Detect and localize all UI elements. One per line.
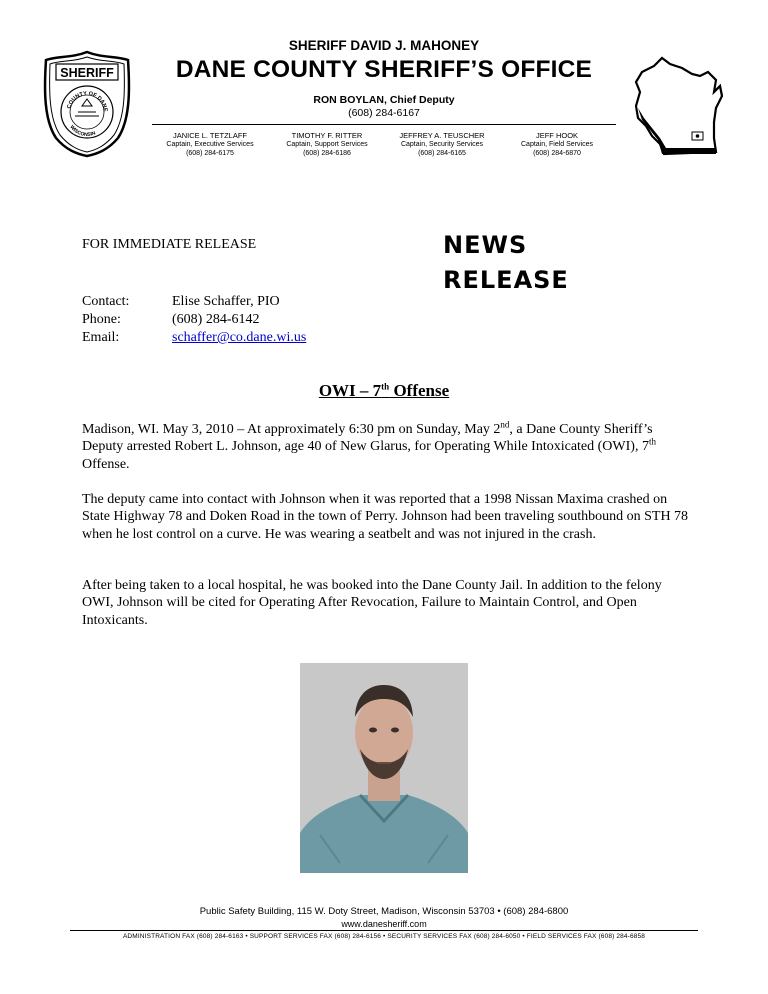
title-text: OWI – 7 bbox=[318, 381, 382, 400]
captain-block bbox=[497, 131, 617, 158]
wisconsin-map-icon bbox=[630, 50, 735, 168]
footer-fax-numbers: ADMINISTRATION FAX (608) 284-6163 • SUPPORT SERVICES FAX (608) 284-6156 • SECURITY SERVICES FAX (608) 284-6050 • FIELD SERVICES FAX (608) 284-6858 bbox=[122, 933, 646, 940]
captain-block bbox=[267, 131, 387, 158]
captain-title: Captain, Field Services bbox=[521, 141, 593, 148]
captain-block bbox=[382, 131, 502, 158]
paragraph-text: Madison, WI. May 3, 2010 – At approximately 6:30 pm on Sunday, May 2 bbox=[82, 422, 501, 437]
captain-name: JEFF HOOK bbox=[535, 131, 579, 140]
svg-text:WISCONSIN: WISCONSIN bbox=[68, 124, 97, 139]
phone-value: (608) 284-6142 bbox=[172, 312, 260, 327]
news-heading-line2: RELEASE bbox=[443, 266, 569, 294]
captain-title: Captain, Support Services bbox=[286, 141, 368, 148]
title-superscript: th bbox=[381, 381, 390, 392]
captain-phone: (608) 284-6165 bbox=[418, 150, 466, 157]
footer-website: www.danesheriff.com bbox=[341, 919, 427, 929]
footer-address: Public Safety Building, 115 W. Doty Street, Madison, Wisconsin 53703 • (608) 284-6800 bbox=[199, 906, 569, 917]
title-text-end: Offense bbox=[389, 381, 450, 400]
superscript: nd bbox=[500, 419, 510, 430]
email-label: Email: bbox=[82, 330, 120, 345]
news-heading-line1: NEWS bbox=[443, 231, 528, 259]
paragraph-text: Offense. bbox=[82, 456, 130, 472]
captain-name: JANICE L. TETZLAFF bbox=[172, 131, 248, 140]
captain-phone: (608) 284-6186 bbox=[303, 150, 351, 157]
svg-text:COUNTY OF DANE: COUNTY OF DANE bbox=[66, 90, 109, 112]
news-release-heading bbox=[443, 228, 569, 298]
article-paragraph-3: After being taken to a local hospital, he was booked into the Dane County Jail. In addition to the felony OWI, Johnson will be cited for Operating After Revocation, Failure to Maintain Control, and Open Intoxicants. bbox=[82, 578, 662, 628]
sheriff-name: SHERIFF DAVID J. MAHONEY bbox=[288, 38, 480, 53]
chief-deputy: RON BOYLAN, Chief Deputy bbox=[313, 94, 455, 106]
phone-label: Phone: bbox=[82, 312, 121, 327]
captain-title: Captain, Executive Services bbox=[166, 141, 254, 148]
header-divider bbox=[152, 124, 616, 125]
email-link[interactable]: schaffer@co.dane.wi.us bbox=[172, 330, 307, 345]
svg-text:SHERIFF: SHERIFF bbox=[60, 66, 114, 80]
captain-block bbox=[150, 131, 270, 158]
office-name: DANE COUNTY SHERIFF’S OFFICE bbox=[175, 56, 593, 83]
captain-phone: (608) 284-6175 bbox=[186, 150, 234, 157]
booking-photo bbox=[300, 663, 468, 873]
captain-name: JEFFREY A. TEUSCHER bbox=[399, 131, 485, 140]
immediate-release-label: FOR IMMEDIATE RELEASE bbox=[82, 237, 257, 252]
footer-divider bbox=[70, 930, 698, 931]
sheriff-badge-logo bbox=[42, 50, 132, 158]
captain-title: Captain, Security Services bbox=[400, 141, 484, 148]
article-title bbox=[0, 381, 768, 401]
captain-name: TIMOTHY F. RITTER bbox=[291, 131, 363, 140]
article-paragraph-2: The deputy came into contact with Johnson when it was reported that a 1998 Nissan Maxima crashed on State Highway 78 and Doken Road in the town of Perry. Johnson had been traveling southbound on STH 78 when he lost control on a curve. He was wearing a seatbelt and was not injured in the crash. bbox=[82, 492, 689, 542]
article-paragraph-1 bbox=[82, 421, 692, 473]
superscript: th bbox=[648, 436, 656, 447]
captain-phone: (608) 284-6870 bbox=[533, 150, 581, 157]
contact-value: Elise Schaffer, PIO bbox=[172, 294, 280, 309]
chief-deputy-phone: (608) 284-6167 bbox=[348, 107, 420, 119]
contact-label: Contact: bbox=[82, 294, 130, 309]
paragraph-text: , a Dane County Sheriff’s Deputy arrested Robert L. Johnson, age 40 of New Glarus, for Operating While Intoxicated (OWI), 7 bbox=[82, 422, 653, 455]
